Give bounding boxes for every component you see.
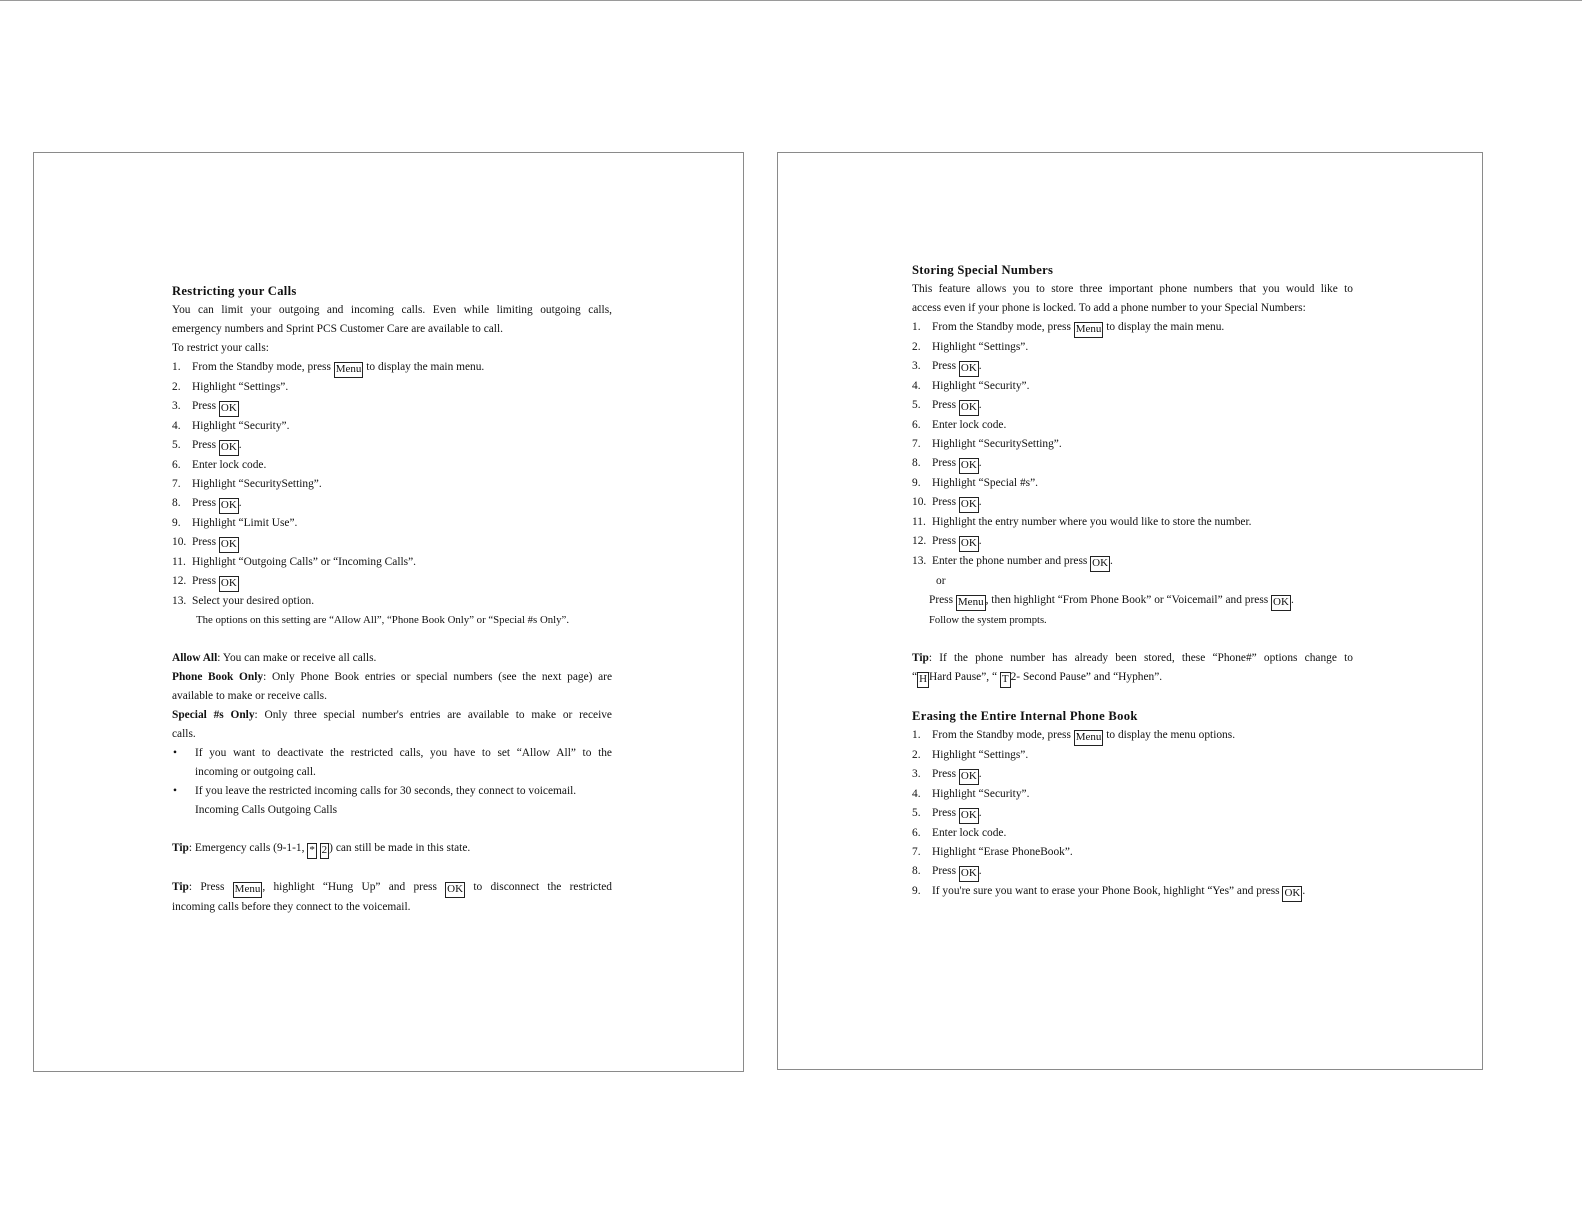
two-key: 2 xyxy=(320,843,330,859)
step-item xyxy=(172,494,612,514)
step-item xyxy=(912,804,1353,824)
h-key: H xyxy=(917,672,929,688)
note-item xyxy=(172,782,612,820)
special-text: : Only three special number's entries are available to make or receive xyxy=(254,709,612,721)
intro-line-2: emergency numbers and Sprint PCS Customer Care are available to call. xyxy=(172,323,503,335)
step-item xyxy=(912,474,1353,493)
step-text: Press xyxy=(932,807,959,819)
step-text: Highlight “SecuritySetting”. xyxy=(932,438,1062,450)
step-text: Highlight “Security”. xyxy=(192,420,290,432)
step-text: Select your desired option. xyxy=(192,595,315,607)
step-number: 2. xyxy=(912,749,921,761)
step-text-suffix: . xyxy=(978,496,982,508)
step-number: 10. xyxy=(172,536,187,548)
step-number: 8. xyxy=(912,457,921,469)
ok-key: OK xyxy=(1282,886,1302,902)
step-text-suffix: . xyxy=(978,768,982,780)
step-text: Press xyxy=(192,497,219,509)
step-number: 9. xyxy=(172,517,181,529)
step-text: Press xyxy=(932,457,959,469)
allow-all-text: : You can make or receive all calls. xyxy=(217,652,377,664)
step-number: 11. xyxy=(912,516,926,528)
step-number: 6. xyxy=(912,827,921,839)
step-text: Highlight “Erase PhoneBook”. xyxy=(932,846,1073,858)
tip-stored: Tip: If the phone number has already been stored, these “Phone#” options change to xyxy=(912,652,1353,664)
step-number: 7. xyxy=(912,438,921,450)
tip-label: Tip xyxy=(172,842,189,854)
tip-hung-up: Tip: Press Menu , highlight “Hung Up” and press OK to disconnect the restricted xyxy=(172,878,612,898)
step-number: 2. xyxy=(912,341,921,353)
step-number: 3. xyxy=(912,360,921,372)
step-item xyxy=(912,396,1353,416)
step-item xyxy=(912,843,1353,862)
phone-book-desc-2: available to make or receive calls. xyxy=(172,690,327,702)
section-title-restricting: Restricting your Calls xyxy=(172,284,297,298)
step-text: From the Standby mode, press xyxy=(932,729,1074,741)
step-text-suffix: . xyxy=(978,865,982,877)
page-right xyxy=(777,152,1483,1070)
step-number: 4. xyxy=(172,420,181,432)
star-key: * xyxy=(307,843,317,859)
tip-label: Tip xyxy=(172,881,189,893)
menu-key: Menu xyxy=(1074,322,1104,338)
step-number: 9. xyxy=(912,885,921,897)
step-item xyxy=(912,726,1353,746)
step-text-suffix: . xyxy=(1110,555,1113,567)
step-item xyxy=(912,785,1353,804)
step-text: Highlight “Settings”. xyxy=(192,381,289,393)
step-text: Highlight “Security”. xyxy=(932,380,1030,392)
step-number: 8. xyxy=(912,865,921,877)
step-number: 1. xyxy=(172,361,181,373)
step-item xyxy=(172,358,612,378)
step-text: Press xyxy=(932,535,959,547)
step-text: From the Standby mode, press xyxy=(192,361,334,373)
step-item xyxy=(912,377,1353,396)
storing-intro-2: access even if your phone is locked. To add a phone number to your Special Numbers: xyxy=(912,302,1306,314)
step-text-suffix: to display the main menu. xyxy=(1103,321,1225,333)
step-number: 3. xyxy=(172,400,181,412)
step-text: Enter the phone number and press xyxy=(932,555,1091,567)
step-text-suffix: . xyxy=(1302,885,1306,897)
step-text: Press xyxy=(932,768,959,780)
step-item xyxy=(172,417,612,436)
note-1-line-1: If you want to deactivate the restricted calls, you have to set “Allow All” to the xyxy=(195,747,612,759)
step-text-suffix: . xyxy=(978,360,982,372)
section-title-erasing: Erasing the Entire Internal Phone Book xyxy=(912,709,1138,723)
allow-all-label: Allow All xyxy=(172,652,218,664)
ok-key: OK xyxy=(959,536,979,552)
to-restrict-label: To restrict your calls: xyxy=(172,342,269,354)
note-item xyxy=(172,744,612,782)
step-text-suffix: . xyxy=(978,399,982,411)
step-item xyxy=(912,862,1353,882)
ok-key: OK xyxy=(219,440,239,456)
ok-key: OK xyxy=(959,361,979,377)
phone-book-text: : Only Phone Book entries or special numbers (see the next page) are xyxy=(263,671,613,683)
step-text: Press xyxy=(932,865,959,877)
note-2-line-1: If you leave the restricted incoming calls for 30 seconds, they connect to voicemail. xyxy=(195,785,577,797)
step-number: 4. xyxy=(912,788,921,800)
step-text: Highlight “Settings”. xyxy=(932,341,1029,353)
step-item xyxy=(912,435,1353,454)
step-text: Highlight “Settings”. xyxy=(932,749,1029,761)
step-item xyxy=(912,552,1353,572)
step-text: From the Standby mode, press xyxy=(932,321,1074,333)
options-note: The options on this setting are “Allow All”, “Phone Book Only” or “Special #s Only”. xyxy=(196,614,570,626)
menu-key: Menu xyxy=(334,362,364,378)
ok-key: OK xyxy=(219,498,239,514)
step-number: 13. xyxy=(912,555,927,567)
step-text: Press xyxy=(192,536,219,548)
step-text: Enter lock code. xyxy=(192,459,267,471)
note-1-line-2: incoming or outgoing call. xyxy=(195,766,316,778)
tip-emergency: Tip: Emergency calls (9-1-1, * 2 ) can still be made in this state. xyxy=(172,839,612,859)
step-item xyxy=(172,592,612,611)
special-desc-2: calls. xyxy=(172,728,196,740)
step-number: 7. xyxy=(912,846,921,858)
press-menu-alt: Press Menu , then highlight “From Phone Book” or “Voicemail” and press OK . xyxy=(912,591,1353,611)
step-item xyxy=(912,357,1353,377)
step-item xyxy=(912,338,1353,357)
step-text: Highlight “Limit Use”. xyxy=(192,517,298,529)
step-number: 1. xyxy=(912,321,921,333)
step-text: Enter lock code. xyxy=(932,419,1007,431)
ok-key: OK xyxy=(445,882,465,898)
step-text: Press xyxy=(192,439,219,451)
step-text: Press xyxy=(192,400,219,412)
erasing-steps-list xyxy=(912,726,1353,902)
page-left xyxy=(33,152,744,1072)
step-number: 6. xyxy=(172,459,181,471)
bullet-icon: • xyxy=(173,747,177,759)
step-item xyxy=(912,318,1353,338)
step-item xyxy=(172,514,612,533)
ok-key: OK xyxy=(219,576,239,592)
step-text: Press xyxy=(192,575,219,587)
or-label: or xyxy=(936,575,946,587)
step-number: 11. xyxy=(172,556,186,568)
step-number: 12. xyxy=(912,535,927,547)
step-item xyxy=(172,475,612,494)
step-item xyxy=(912,532,1353,552)
step-item xyxy=(172,436,612,456)
section-title-storing: Storing Special Numbers xyxy=(912,263,1054,277)
ok-key: OK xyxy=(1090,556,1110,572)
step-item xyxy=(172,378,612,397)
ok-key: OK xyxy=(959,400,979,416)
ok-key: OK xyxy=(959,808,979,824)
tip-hung-up-2: incoming calls before they connect to the voicemail. xyxy=(172,901,411,913)
step-item xyxy=(912,765,1353,785)
step-item xyxy=(912,746,1353,765)
step-number: 5. xyxy=(912,807,921,819)
step-number: 3. xyxy=(912,768,921,780)
step-item xyxy=(912,493,1353,513)
step-text: Enter lock code. xyxy=(932,827,1007,839)
ok-key: OK xyxy=(219,537,239,553)
note-2-line-2: Incoming Calls Outgoing Calls xyxy=(195,804,338,816)
notes-list xyxy=(172,744,612,820)
step-text-suffix: . xyxy=(978,535,982,547)
step-number: 5. xyxy=(912,399,921,411)
step-text: Highlight “Outgoing Calls” or “Incoming Calls”. xyxy=(192,556,416,568)
step-text-suffix: . xyxy=(978,807,982,819)
t-key: T xyxy=(1000,672,1011,688)
step-number: 8. xyxy=(172,497,181,509)
step-text: Highlight “SecuritySetting”. xyxy=(192,478,322,490)
page-right-content xyxy=(912,261,1353,902)
step-text: Press xyxy=(932,496,959,508)
step-text: Highlight “Security”. xyxy=(932,788,1030,800)
step-text-suffix: to display the main menu. xyxy=(363,361,485,373)
step-text: Highlight the entry number where you would like to store the number. xyxy=(932,516,1252,528)
menu-key: Menu xyxy=(1074,730,1104,746)
phone-book-label: Phone Book Only xyxy=(172,671,264,683)
step-text: Press xyxy=(932,360,959,372)
allow-all-desc xyxy=(172,649,612,668)
step-number: 5. xyxy=(172,439,181,451)
ok-key: OK xyxy=(959,458,979,474)
step-item xyxy=(912,882,1353,902)
step-item xyxy=(912,824,1353,843)
storing-intro-1: This feature allows you to store three important phone numbers that you would like to xyxy=(912,283,1353,295)
step-item xyxy=(172,456,612,475)
bullet-icon: • xyxy=(173,785,177,797)
special-desc xyxy=(172,706,612,725)
step-item xyxy=(912,513,1353,532)
step-text-suffix: to display the menu options. xyxy=(1103,729,1236,741)
step-text: If you're sure you want to erase your Phone Book, highlight “Yes” and press xyxy=(932,885,1283,897)
follow-prompts: Follow the system prompts. xyxy=(929,615,1047,626)
step-text: Highlight “Special #s”. xyxy=(932,477,1038,489)
step-text-suffix: . xyxy=(238,497,242,509)
ok-key: OK xyxy=(959,866,979,882)
top-rule xyxy=(0,0,1582,1)
intro-line-1: You can limit your outgoing and incoming calls. Even while limiting outgoing calls, xyxy=(172,304,612,316)
tip-label: Tip xyxy=(912,652,929,664)
step-text-suffix: . xyxy=(238,439,242,451)
menu-key: Menu xyxy=(233,882,263,898)
special-label: Special #s Only xyxy=(172,709,255,721)
step-number: 1. xyxy=(912,729,921,741)
ok-key: OK xyxy=(1271,595,1291,611)
step-item xyxy=(172,553,612,572)
ok-key: OK xyxy=(959,497,979,513)
step-number: 10. xyxy=(912,496,927,508)
step-item xyxy=(172,533,612,553)
step-item xyxy=(912,454,1353,474)
ok-key: OK xyxy=(959,769,979,785)
step-number: 6. xyxy=(912,419,921,431)
step-text-suffix: . xyxy=(978,457,982,469)
step-item xyxy=(172,397,612,417)
restrict-steps-list xyxy=(172,358,612,611)
step-number: 13. xyxy=(172,595,187,607)
page-left-content xyxy=(172,282,612,917)
step-text: Press xyxy=(932,399,959,411)
step-number: 2. xyxy=(172,381,181,393)
step-item xyxy=(912,416,1353,435)
step-item xyxy=(172,572,612,592)
step-number: 7. xyxy=(172,478,181,490)
step-number: 12. xyxy=(172,575,187,587)
storing-steps-list xyxy=(912,318,1353,572)
phone-book-desc xyxy=(172,668,612,687)
step-number: 4. xyxy=(912,380,921,392)
ok-key: OK xyxy=(219,401,239,417)
tip-stored-2: “ H Hard Pause”, “ T 2- Second Pause” and “Hyphen”. xyxy=(912,668,1353,688)
menu-key: Menu xyxy=(956,595,986,611)
step-number: 9. xyxy=(912,477,921,489)
